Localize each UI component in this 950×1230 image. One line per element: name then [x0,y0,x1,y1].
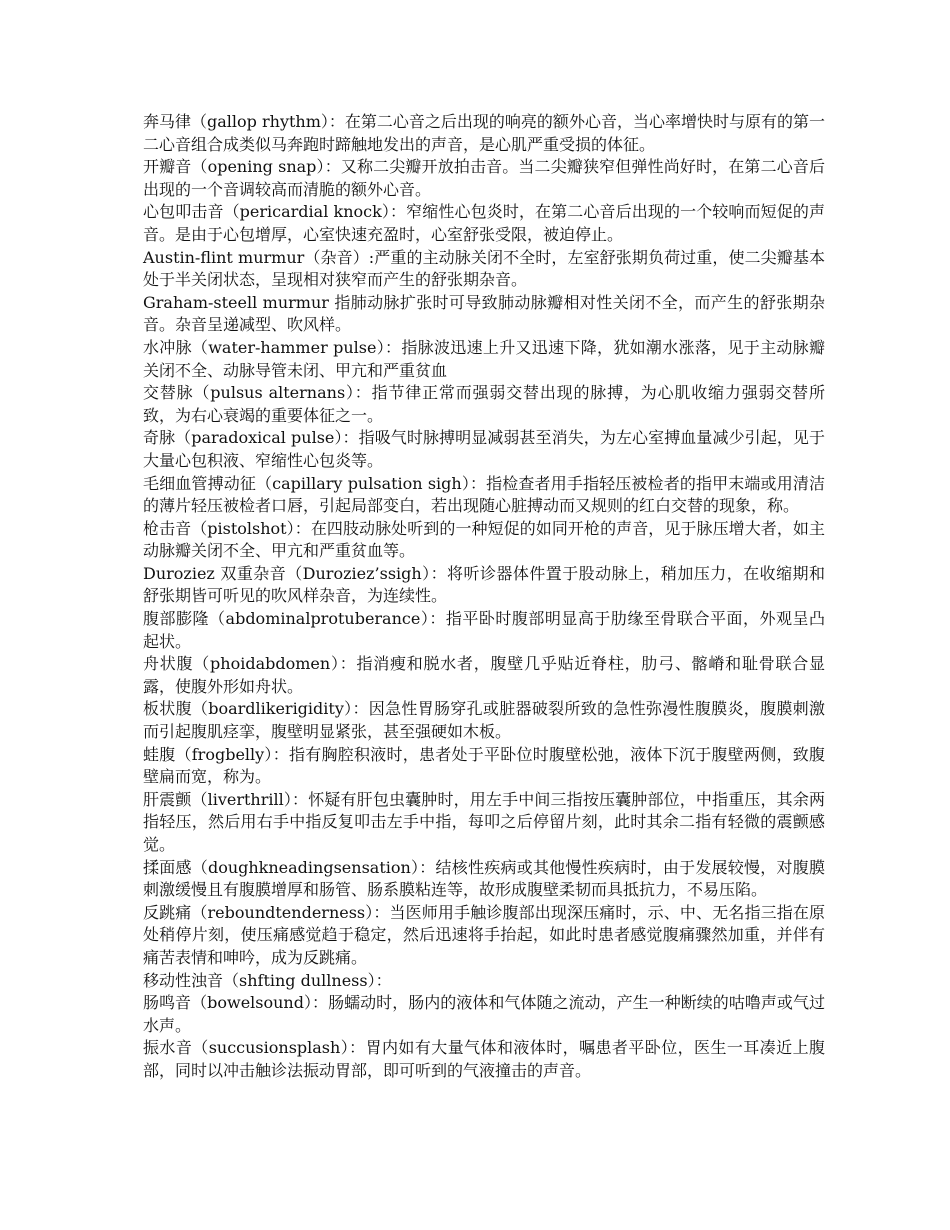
entry-rebound-tenderness: 反跳痛（reboundtenderness）：当医师用手触诊腹部出现深压痛时，示、中、无名指三指在原处稍停片刻，使压痛感觉趋于稳定，然后迅速将手抬起，如此时患者感觉腹痛骤然加重，并伴有痛苦表情和呻吟，成为反跳痛。 [143,902,825,967]
entry-frog-belly: 蛙腹（frogbelly）：指有胸腔积液时，患者处于平卧位时腹壁松弛，液体下沉于腹壁两侧，致腹壁扁而宽，称为。 [143,744,825,787]
entry-abdominal-protuberance: 腹部膨隆（abdominalprotuberance）：指平卧时腹部明显高于肋缘至骨联合平面，外观呈凸起状。 [143,609,825,651]
entry-liver-thrill: 肝震颤（liverthrill）：怀疑有肝包虫囊肿时，用左手中间三指按压囊肿部位，中指重压，其余两指轻压，然后用右手中指反复叩击左手中指，每叩之后停留片刻，此时其余二指有轻微的震颤感觉。 [143,789,825,854]
entry-shifting-dullness: 移动性浊音（shfting dullness）： [143,970,392,990]
entry-gallop-rhythm: 奔马律（gallop rhythm）：在第二心音之后出现的响亮的额外心音，当心率增快时与原有的第一二心音组合成类似马奔跑时蹄触地发出的声音，是心肌严重受损的体征。 [143,112,825,154]
entry-bowel-sound: 肠鸣音（bowelsound）：肠蠕动时，肠内的液体和气体随之流动，产生一种断续的咕噜声或气过水声。 [143,993,825,1035]
entry-pistol-shot: 枪击音（pistolshot）：在四肢动脉处听到的一种短促的如同开枪的声音，见于脉压增大者，如主动脉瓣关闭不全、甲亢和严重贫血等。 [143,518,825,561]
entry-dough-kneading-sensation: 揉面感（doughkneadingsensation）：结核性疾病或其他慢性疾病时，由于发展较慢，对腹膜刺激缓慢且有腹膜增厚和肠管、肠系膜粘连等，故形成腹壁柔韧而具抵抗力，不易压陷。 [143,857,825,900]
entry-paradoxical-pulse: 奇脉（paradoxical pulse）：指吸气时脉搏明显减弱甚至消失，为左心室搏血量减少引起，见于大量心包积液、窄缩性心包炎等。 [143,428,825,470]
entry-capillary-pulsation: 毛细血管搏动征（capillary pulsation sigh）：指检查者用手指轻压被检者的指甲末端或用清洁的薄片轻压被检者口唇，引起局部变白，若出现随心脏搏动而又规则的红白交替的现象，称。 [143,473,825,516]
document-body [143,111,825,1083]
entry-duroziez-sign: Duroziez 双重杂音（Duroziez’ssigh）：将听诊器体件置于股动脉上，稍加压力，在收缩期和舒张期皆可听见的吹风样杂音，为连续性。 [143,563,825,606]
entry-graham-steell-murmur: Graham-steell murmur 指肺动脉扩张时可导致肺动脉瓣相对性关闭不全，而产生的舒张期杂音。杂音呈递减型、吹风样。 [143,292,825,335]
entry-opening-snap: 开瓣音（opening snap）：又称二尖瓣开放拍击音。当二尖瓣狭窄但弹性尚好时，在第二心音后出现的一个音调较高而清脆的额外心音。 [143,157,825,199]
entry-pulsus-alternans: 交替脉（pulsus alternans）：指节律正常而强弱交替出现的脉搏，为心肌收缩力强弱交替所致，为右心衰竭的重要体征之一。 [143,383,825,425]
entry-scaphoid-abdomen: 舟状腹（phoidabdomen）：指消瘦和脱水者，腹壁几乎贴近脊柱，肋弓、髂嵴和耻骨联合显露，使腹外形如舟状。 [143,654,825,696]
entry-boardlike-rigidity: 板状腹（boardlikerigidity）：因急性胃肠穿孔或脏器破裂所致的急性弥漫性腹膜炎，腹膜刺激而引起腹肌痉挛，腹壁明显紧张，甚至强硬如木板。 [143,699,825,742]
entry-succussion-splash: 振水音（succusionsplash）：胃内如有大量气体和液体时，嘱患者平卧位，医生一耳凑近上腹部，同时以冲击触诊法振动胃部，即可听到的气液撞击的声音。 [143,1038,825,1080]
entry-austin-flint-murmur: Austin-flint murmur（杂音）:严重的主动脉关闭不全时，左室舒张期负荷过重，使二尖瓣基本处于半关闭状态，呈现相对狭窄而产生的舒张期杂音。 [143,247,825,290]
entry-pericardial-knock: 心包叩击音（pericardial knock）：窄缩性心包炎时，在第二心音后出现的一个较响而短促的声音。是由于心包增厚，心室快速充盈时，心室舒张受限，被迫停止。 [143,202,825,244]
entry-water-hammer-pulse: 水冲脉（water-hammer pulse）：指脉波迅速上升又迅速下降，犹如潮水涨落，见于主动脉瓣关闭不全、动脉导管未闭、甲亢和严重贫血 [143,337,825,380]
